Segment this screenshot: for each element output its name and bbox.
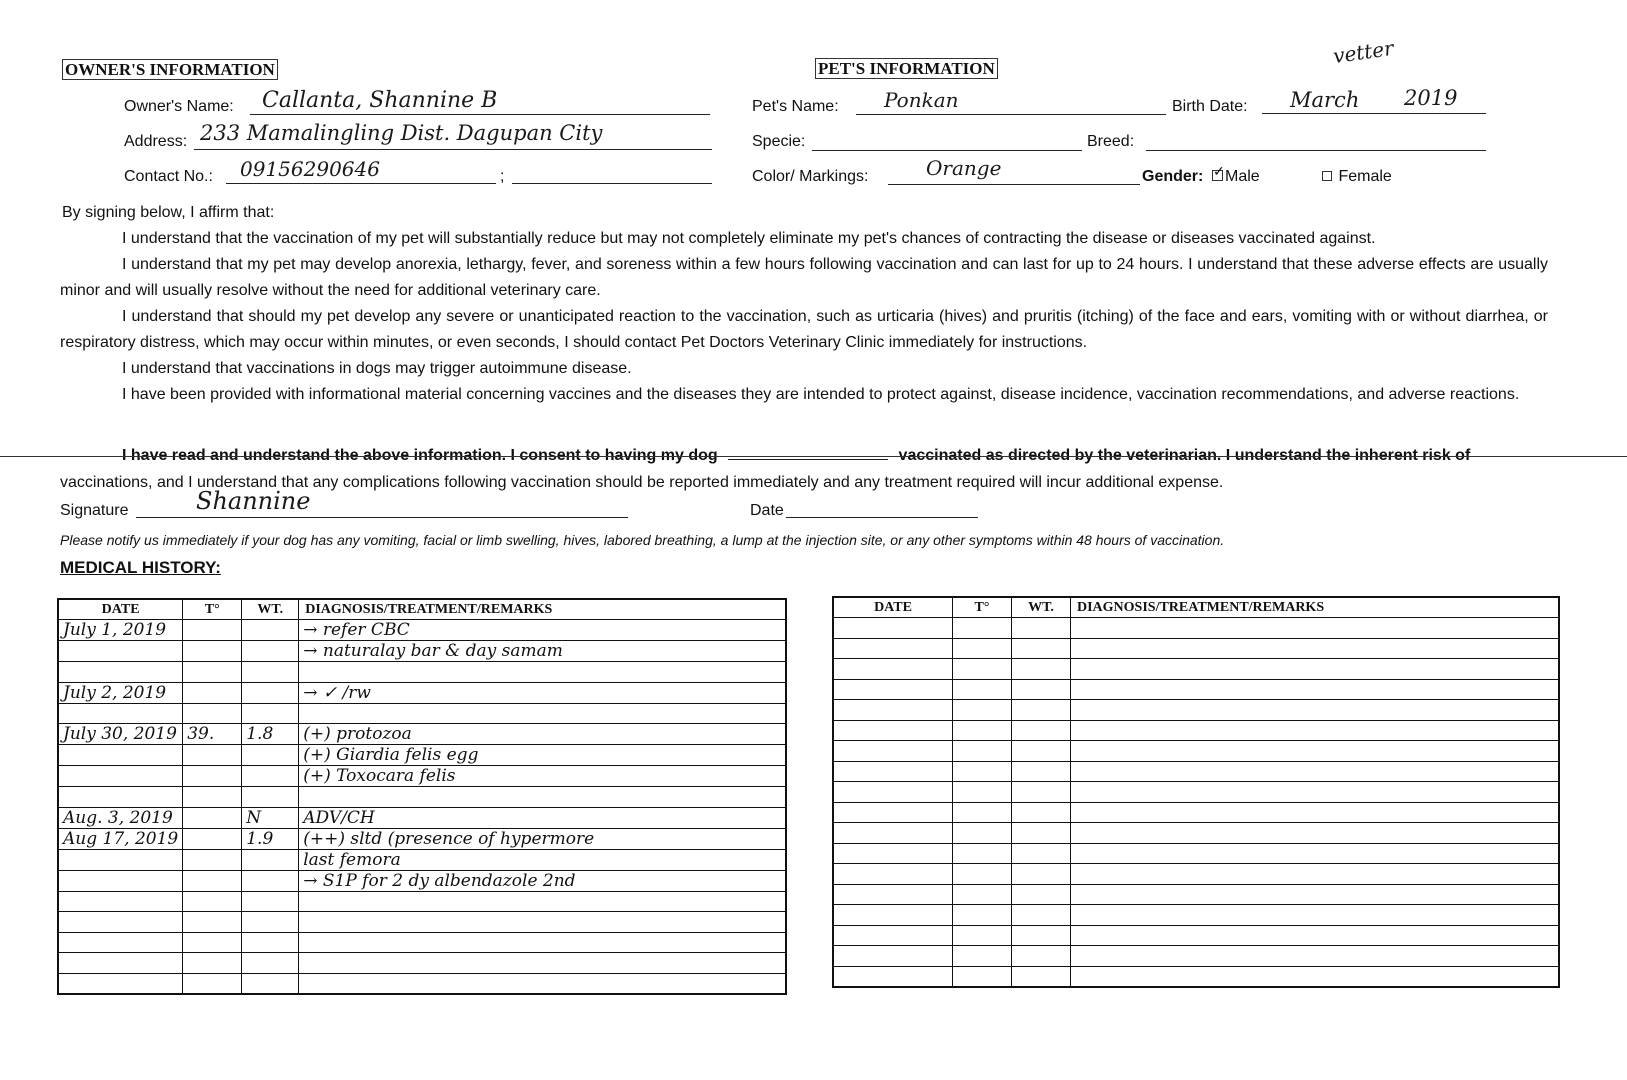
date-cell[interactable] xyxy=(58,891,183,912)
temp-cell[interactable]: 39. xyxy=(183,724,242,745)
weight-cell[interactable] xyxy=(242,912,299,933)
contact-value[interactable]: 09156290646 xyxy=(240,157,380,181)
birth-year-value[interactable]: 2019 xyxy=(1404,86,1458,110)
weight-cell[interactable] xyxy=(1012,884,1071,905)
gender-male-option[interactable] xyxy=(1212,163,1260,186)
date-cell[interactable] xyxy=(833,761,953,782)
table-row xyxy=(58,724,786,745)
consent-p3: I understand that should my pet develop any severe or unanticipated reaction to the vaccination, such as urticaria (hives) and pruritis (itching) of the face and ears, vomiting with or without diarrhea, or respiratory distress, which may occur within minutes, or even seconds, I should contact Pet Doctors Veterinary Clinic immediately for instructions. xyxy=(60,308,1548,351)
temp-cell[interactable] xyxy=(183,703,242,724)
remarks-cell[interactable] xyxy=(1071,618,1560,639)
table-row xyxy=(833,618,1559,639)
table-row xyxy=(833,782,1559,803)
signature-value[interactable]: Shannine xyxy=(196,487,311,515)
weight-cell[interactable] xyxy=(1012,618,1071,639)
weight-cell[interactable] xyxy=(1012,679,1071,700)
table-row xyxy=(58,641,786,662)
birth-date-label: Birth Date: xyxy=(1172,98,1248,115)
date-cell[interactable] xyxy=(58,912,183,933)
female-label: Female xyxy=(1338,168,1392,185)
date-cell[interactable] xyxy=(833,946,953,967)
temp-cell[interactable] xyxy=(953,823,1012,844)
remarks-cell[interactable] xyxy=(299,703,786,724)
date-cell[interactable]: Aug. 3, 2019 xyxy=(58,807,183,828)
weight-cell[interactable]: 1.8 xyxy=(242,724,299,745)
consent-p5: I have been provided with informational material concerning vaccines and the diseases they are intended to protect against, disease incidence, vaccination recommendations, and adverse reactions. xyxy=(122,386,1520,403)
temp-cell[interactable] xyxy=(953,925,1012,946)
remarks-cell[interactable]: (+) protozoa xyxy=(299,724,786,745)
date-cell[interactable] xyxy=(58,953,183,974)
table-row xyxy=(58,745,786,766)
table-row xyxy=(58,973,786,994)
date-cell[interactable] xyxy=(833,864,953,885)
date-cell[interactable] xyxy=(833,638,953,659)
contact-separator: ; xyxy=(500,168,505,185)
pet-name-underline xyxy=(856,114,1166,115)
remarks-cell[interactable] xyxy=(1071,946,1560,967)
date-cell[interactable]: Aug 17, 2019 xyxy=(58,828,183,849)
date-cell[interactable] xyxy=(58,787,183,808)
weight-cell[interactable] xyxy=(242,953,299,974)
remarks-cell[interactable] xyxy=(1071,679,1560,700)
weight-cell[interactable] xyxy=(242,891,299,912)
color-label: Color/ Markings: xyxy=(752,168,869,185)
col-remarks-header: DIAGNOSIS/TREATMENT/REMARKS xyxy=(1071,597,1560,618)
temp-cell[interactable] xyxy=(953,782,1012,803)
strike-line xyxy=(0,456,1627,457)
medical-history-table-right xyxy=(832,596,1560,988)
check-mark-icon: ✓ xyxy=(1213,163,1225,179)
weight-cell[interactable] xyxy=(242,973,299,994)
table-row xyxy=(833,864,1559,885)
contact-underline-1 xyxy=(226,183,496,184)
pet-name-label: Pet's Name: xyxy=(752,98,839,115)
weight-cell[interactable] xyxy=(242,849,299,870)
date-cell[interactable] xyxy=(58,766,183,787)
date-cell[interactable] xyxy=(58,849,183,870)
weight-cell[interactable] xyxy=(1012,966,1071,987)
table-row xyxy=(833,966,1559,987)
remarks-cell[interactable] xyxy=(1071,761,1560,782)
remarks-cell[interactable] xyxy=(299,953,786,974)
temp-cell[interactable] xyxy=(183,745,242,766)
weight-cell[interactable] xyxy=(1012,761,1071,782)
address-value[interactable]: 233 Mamalingling Dist. Dagupan City xyxy=(200,121,603,145)
date-cell[interactable] xyxy=(833,823,953,844)
remarks-cell[interactable]: (+) Giardia felis egg xyxy=(299,745,786,766)
breed-underline xyxy=(1146,150,1486,151)
weight-cell[interactable] xyxy=(1012,802,1071,823)
remarks-cell[interactable] xyxy=(1071,905,1560,926)
male-checkbox[interactable] xyxy=(1212,163,1225,181)
remarks-cell[interactable]: → ✓ /rw xyxy=(299,682,786,703)
table-row xyxy=(58,912,786,933)
date-cell[interactable]: July 1, 2019 xyxy=(58,620,183,641)
col-remarks-header: DIAGNOSIS/TREATMENT/REMARKS xyxy=(299,599,786,620)
col-date-header: DATE xyxy=(833,597,953,618)
weight-cell[interactable] xyxy=(1012,741,1071,762)
col-temp-header: T° xyxy=(953,597,1012,618)
table-row xyxy=(833,884,1559,905)
temp-cell[interactable] xyxy=(183,932,242,953)
temp-cell[interactable] xyxy=(183,912,242,933)
temp-cell[interactable] xyxy=(953,659,1012,680)
table-row xyxy=(58,620,786,641)
weight-cell[interactable] xyxy=(1012,843,1071,864)
consent-p6c: vaccinations, and I understand that any complications following vaccination should be reported immediately and any treatment required will incur additional expense. xyxy=(60,474,1224,491)
consent-paragraphs xyxy=(60,226,1548,408)
weight-cell[interactable]: 1.9 xyxy=(242,828,299,849)
date-cell[interactable] xyxy=(833,802,953,823)
signature-label: Signature xyxy=(60,502,129,519)
table-row xyxy=(58,932,786,953)
remarks-cell[interactable] xyxy=(299,662,786,683)
weight-cell[interactable] xyxy=(1012,720,1071,741)
date-cell[interactable] xyxy=(58,973,183,994)
date-label: Date xyxy=(750,502,784,519)
vaccination-notice: Please notify us immediately if your dog has any vomiting, facial or limb swelling, hives, labored breathing, a lump at the injection site, or any other symptoms within 48 hours of vaccination. xyxy=(60,532,1225,548)
specie-underline xyxy=(812,150,1082,151)
date-cell[interactable] xyxy=(58,870,183,891)
date-cell[interactable]: July 2, 2019 xyxy=(58,682,183,703)
contact-label: Contact No.: xyxy=(124,168,213,185)
remarks-cell[interactable] xyxy=(1071,823,1560,844)
remarks-cell[interactable] xyxy=(1071,966,1560,987)
signature-underline xyxy=(136,517,628,518)
table-row xyxy=(58,849,786,870)
remarks-cell[interactable] xyxy=(1071,700,1560,721)
owner-name-label: Owner's Name: xyxy=(124,98,234,115)
weight-cell[interactable] xyxy=(1012,823,1071,844)
table-row xyxy=(58,870,786,891)
remarks-cell[interactable] xyxy=(1071,720,1560,741)
temp-cell[interactable] xyxy=(183,870,242,891)
temp-cell[interactable] xyxy=(183,849,242,870)
weight-cell[interactable] xyxy=(1012,946,1071,967)
remarks-cell[interactable]: → refer CBC xyxy=(299,620,786,641)
weight-cell[interactable] xyxy=(1012,864,1071,885)
male-label: Male xyxy=(1225,168,1260,185)
date-cell[interactable] xyxy=(833,659,953,680)
temp-cell[interactable] xyxy=(183,973,242,994)
table-row xyxy=(833,659,1559,680)
table-row xyxy=(58,787,786,808)
date-cell[interactable] xyxy=(58,932,183,953)
weight-cell[interactable] xyxy=(1012,659,1071,680)
temp-cell[interactable] xyxy=(953,966,1012,987)
weight-cell[interactable] xyxy=(1012,700,1071,721)
table-row xyxy=(833,905,1559,926)
table-row xyxy=(58,953,786,974)
table-row xyxy=(58,662,786,683)
remarks-cell[interactable]: (+) Toxocara felis xyxy=(299,766,786,787)
table-row xyxy=(58,828,786,849)
owner-name-underline xyxy=(250,114,710,115)
date-cell[interactable] xyxy=(833,741,953,762)
remarks-cell[interactable] xyxy=(1071,925,1560,946)
temp-cell[interactable] xyxy=(183,828,242,849)
owner-name-value[interactable]: Callanta, Shannine B xyxy=(262,88,498,113)
remarks-cell[interactable] xyxy=(1071,638,1560,659)
table-header-row xyxy=(58,599,786,620)
consent-p2: I understand that my pet may develop anorexia, lethargy, fever, and soreness within a few hours following vaccination and can last for up to 24 hours. I understand that these adverse effects are usually minor and will usually resolve without the need for additional veterinary care. xyxy=(60,256,1548,299)
date-cell[interactable] xyxy=(833,782,953,803)
weight-cell[interactable] xyxy=(242,745,299,766)
table-row xyxy=(833,843,1559,864)
date-underline xyxy=(786,517,978,518)
weight-cell[interactable] xyxy=(1012,638,1071,659)
remarks-cell[interactable]: → S1P for 2 dy albendazole 2nd xyxy=(299,870,786,891)
remarks-cell[interactable]: (++) sltd (presence of hypermore xyxy=(299,828,786,849)
table-row xyxy=(833,741,1559,762)
temp-cell[interactable] xyxy=(183,641,242,662)
consent-p4: I understand that vaccinations in dogs may trigger autoimmune disease. xyxy=(122,360,632,377)
remarks-cell[interactable] xyxy=(299,973,786,994)
weight-cell[interactable] xyxy=(242,766,299,787)
address-underline xyxy=(194,149,712,150)
temp-cell[interactable] xyxy=(953,946,1012,967)
temp-cell[interactable] xyxy=(183,953,242,974)
temp-cell[interactable] xyxy=(183,682,242,703)
temp-cell[interactable] xyxy=(183,787,242,808)
temp-cell[interactable] xyxy=(953,741,1012,762)
remarks-cell[interactable] xyxy=(299,891,786,912)
table-row xyxy=(833,802,1559,823)
temp-cell[interactable] xyxy=(953,843,1012,864)
weight-cell[interactable] xyxy=(1012,782,1071,803)
medical-history-table-left xyxy=(57,598,787,995)
weight-cell[interactable] xyxy=(242,662,299,683)
dog-name-blank[interactable] xyxy=(728,459,888,460)
temp-cell[interactable] xyxy=(183,662,242,683)
table-row xyxy=(833,823,1559,844)
date-cell[interactable]: July 30, 2019 xyxy=(58,724,183,745)
temp-cell[interactable] xyxy=(953,700,1012,721)
temp-cell[interactable] xyxy=(953,802,1012,823)
table-row xyxy=(833,925,1559,946)
remarks-cell[interactable]: → naturalay bar & day samam xyxy=(299,641,786,662)
col-weight-header: WT. xyxy=(242,599,299,620)
temp-cell[interactable] xyxy=(953,679,1012,700)
remarks-cell[interactable]: last femora xyxy=(299,849,786,870)
weight-cell[interactable] xyxy=(1012,925,1071,946)
birth-month-value[interactable]: March xyxy=(1290,88,1360,112)
address-label: Address: xyxy=(124,133,188,150)
remarks-cell[interactable] xyxy=(1071,659,1560,680)
pet-section-title: PET'S INFORMATION xyxy=(815,59,998,79)
temp-cell[interactable] xyxy=(953,638,1012,659)
weight-cell[interactable]: N xyxy=(242,807,299,828)
table-row xyxy=(58,807,786,828)
remarks-cell[interactable]: ADV/CH xyxy=(299,807,786,828)
female-checkbox[interactable] xyxy=(1322,171,1332,181)
table-row xyxy=(58,703,786,724)
date-cell[interactable] xyxy=(58,703,183,724)
date-cell[interactable] xyxy=(58,641,183,662)
remarks-cell[interactable] xyxy=(299,912,786,933)
weight-cell[interactable] xyxy=(242,787,299,808)
temp-cell[interactable] xyxy=(953,720,1012,741)
contact-underline-2 xyxy=(512,183,712,184)
color-underline xyxy=(888,184,1140,185)
weight-cell[interactable] xyxy=(1012,905,1071,926)
gender-label-text: Gender: xyxy=(1142,168,1204,185)
date-cell[interactable] xyxy=(833,679,953,700)
temp-cell[interactable] xyxy=(183,807,242,828)
medical-history-title: MEDICAL HISTORY: xyxy=(60,558,221,577)
consent-p1: I understand that the vaccination of my pet will substantially reduce but may not completely eliminate my pet's chances of contracting the disease or diseases vaccinated against. xyxy=(122,230,1376,247)
date-cell[interactable] xyxy=(58,745,183,766)
col-weight-header: WT. xyxy=(1012,597,1071,618)
remarks-cell[interactable] xyxy=(299,932,786,953)
consent-intro: By signing below, I affirm that: xyxy=(62,204,275,221)
temp-cell[interactable] xyxy=(183,891,242,912)
table-row xyxy=(833,761,1559,782)
remarks-cell[interactable] xyxy=(1071,864,1560,885)
weight-cell[interactable] xyxy=(242,932,299,953)
date-cell[interactable] xyxy=(833,884,953,905)
temp-cell[interactable] xyxy=(183,620,242,641)
col-temp-header: T° xyxy=(183,599,242,620)
table-row xyxy=(58,891,786,912)
table-row xyxy=(833,700,1559,721)
table-body-right xyxy=(833,618,1559,988)
remarks-cell[interactable] xyxy=(1071,782,1560,803)
table-row xyxy=(833,679,1559,700)
date-cell[interactable] xyxy=(833,905,953,926)
table-body-left xyxy=(58,620,786,995)
temp-cell[interactable] xyxy=(953,864,1012,885)
weight-cell[interactable] xyxy=(242,641,299,662)
color-value[interactable]: Orange xyxy=(926,156,1002,180)
consent-p6b: vaccinated as directed by the veterinarian. I understand the inherent risk of xyxy=(898,447,1471,464)
temp-cell[interactable] xyxy=(953,905,1012,926)
table-row xyxy=(833,638,1559,659)
date-cell[interactable] xyxy=(833,966,953,987)
date-cell[interactable] xyxy=(833,700,953,721)
weight-cell[interactable] xyxy=(242,620,299,641)
weight-cell[interactable] xyxy=(242,703,299,724)
remarks-cell[interactable] xyxy=(299,787,786,808)
temp-cell[interactable] xyxy=(953,884,1012,905)
remarks-cell[interactable] xyxy=(1071,802,1560,823)
specie-label: Specie: xyxy=(752,133,806,150)
table-row xyxy=(833,946,1559,967)
gender-label xyxy=(1142,168,1203,186)
pet-name-value[interactable]: Ponkan xyxy=(884,88,959,112)
table-row xyxy=(58,682,786,703)
date-cell[interactable] xyxy=(833,925,953,946)
weight-cell[interactable] xyxy=(242,682,299,703)
temp-cell[interactable] xyxy=(183,766,242,787)
remarks-cell[interactable] xyxy=(1071,741,1560,762)
date-cell[interactable] xyxy=(833,618,953,639)
date-cell[interactable] xyxy=(833,843,953,864)
col-date-header: DATE xyxy=(58,599,183,620)
pet-annotation: vetter xyxy=(1331,35,1395,69)
gender-female-option[interactable] xyxy=(1322,168,1392,186)
remarks-cell[interactable] xyxy=(1071,843,1560,864)
date-cell[interactable] xyxy=(58,662,183,683)
table-row xyxy=(58,766,786,787)
breed-label: Breed: xyxy=(1087,133,1135,150)
temp-cell[interactable] xyxy=(953,761,1012,782)
table-header-row xyxy=(833,597,1559,618)
remarks-cell[interactable] xyxy=(1071,884,1560,905)
owner-section-title: OWNER'S INFORMATION xyxy=(62,60,278,80)
weight-cell[interactable] xyxy=(242,870,299,891)
temp-cell[interactable] xyxy=(953,618,1012,639)
birth-date-underline xyxy=(1262,113,1486,114)
consent-p6a: I have read and understand the above information. I consent to having my dog xyxy=(122,447,718,464)
table-row xyxy=(833,720,1559,741)
date-cell[interactable] xyxy=(833,720,953,741)
